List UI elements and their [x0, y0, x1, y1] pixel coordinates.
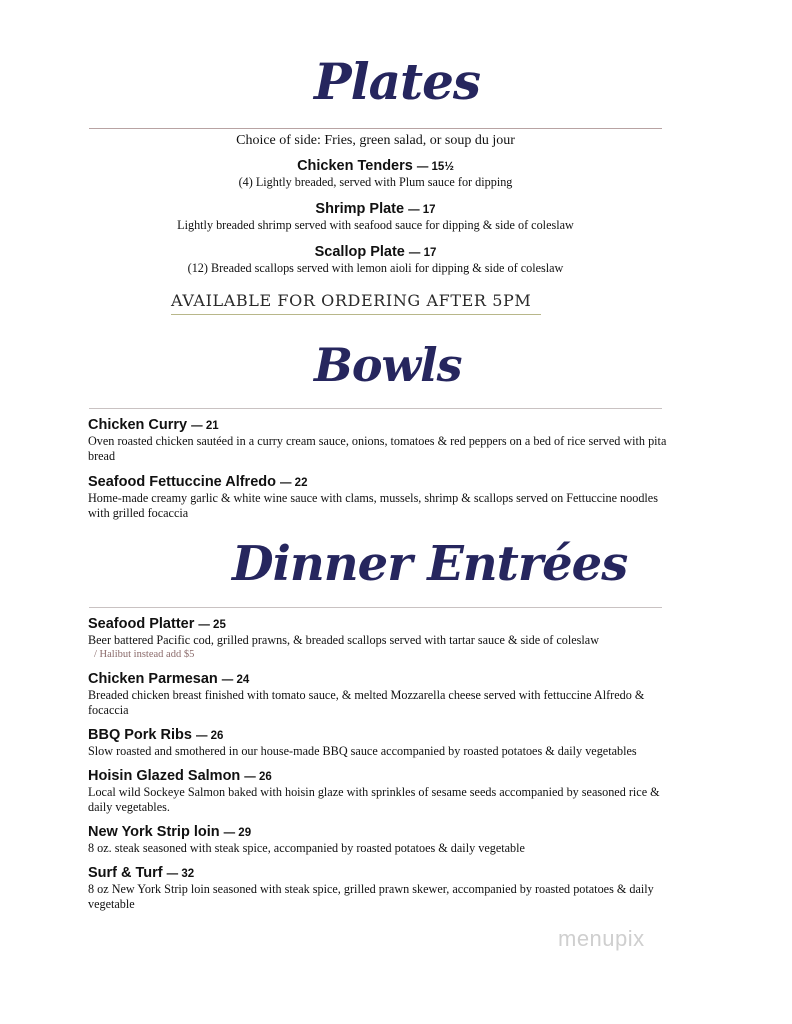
- menu-item: [88, 726, 668, 759]
- item-price: — 26: [195, 730, 224, 742]
- menu-item: [88, 473, 668, 521]
- dinner-heading: Dinner Entrées: [232, 536, 628, 592]
- bowls-heading: Bowls: [314, 338, 462, 392]
- menu-item: [88, 615, 668, 662]
- item-price: — 26: [244, 771, 272, 783]
- item-name: Chicken Curry: [88, 417, 188, 433]
- item-price: — 17: [408, 247, 437, 259]
- item-price: — 24: [221, 674, 250, 686]
- menu-item: [89, 157, 662, 190]
- item-description: Local wild Sockeye Salmon baked with hoisin glaze with sprinkles of sesame seeds accompanied by seasoned rice & daily vegetables.: [88, 785, 660, 814]
- item-name: Hoisin Glazed Salmon: [88, 768, 241, 784]
- item-name: BBQ Pork Ribs: [88, 727, 192, 743]
- item-name: Surf & Turf: [88, 865, 163, 881]
- item-description: Beer battered Pacific cod, grilled prawns, & breaded scallops served with tartar sauce & side of coleslaw: [88, 633, 600, 647]
- item-description: Home-made creamy garlic & white wine sauce with clams, mussels, shrimp & scallops served on Fettuccine noodles with grilled focaccia: [88, 491, 658, 520]
- menupix-watermark: menupix: [558, 926, 645, 951]
- dinner-section: [88, 615, 668, 912]
- item-name: Chicken Parmesan: [88, 671, 218, 687]
- menu-item: [88, 864, 668, 912]
- availability-note: AVAILABLE FOR ORDERING AFTER 5PM: [171, 291, 541, 315]
- bowls-divider: [89, 408, 662, 409]
- item-description: Slow roasted and smothered in our house-made BBQ sauce accompanied by roasted potatoes & daily vegetables: [88, 744, 637, 758]
- menu-item: [88, 416, 668, 464]
- item-description: 8 oz. steak seasoned with steak spice, accompanied by roasted potatoes & daily vegetable: [88, 841, 525, 855]
- menu-item: [89, 243, 662, 276]
- item-description: Oven roasted chicken sautéed in a curry cream sauce, onions, tomatoes & red peppers on a bed of rice served with pita bread: [88, 434, 667, 463]
- item-addon-note: / Halibut instead add $5: [94, 649, 195, 660]
- item-description: Lightly breaded shrimp served with seafood sauce for dipping & side of coleslaw: [177, 218, 574, 232]
- item-name: Shrimp Plate: [315, 201, 405, 217]
- item-price: — 25: [198, 619, 226, 631]
- menu-item: [89, 200, 662, 233]
- item-name: Seafood Fettuccine Alfredo: [88, 474, 276, 490]
- item-price: — 21: [191, 420, 219, 432]
- item-description: Breaded chicken breast finished with tomato sauce, & melted Mozzarella cheese served with fettuccine Alfredo & focaccia: [88, 688, 645, 717]
- item-name: New York Strip loin: [88, 824, 220, 840]
- item-price: — 17: [408, 204, 436, 216]
- item-price: — 22: [279, 477, 308, 489]
- menu-item: [88, 670, 668, 718]
- item-price: — 15½: [416, 161, 454, 173]
- item-name: Chicken Tenders: [297, 158, 413, 174]
- item-name: Scallop Plate: [314, 244, 405, 260]
- item-description: (4) Lightly breaded, served with Plum sauce for dipping: [238, 175, 513, 189]
- side-choice-note: Choice of side: Fries, green salad, or soup du jour: [236, 133, 515, 148]
- plates-section: [89, 133, 662, 276]
- item-price: — 32: [166, 868, 195, 880]
- plates-heading: Plates: [314, 52, 481, 111]
- bowls-section: [88, 416, 668, 521]
- item-name: Seafood Platter: [88, 616, 195, 632]
- item-description: 8 oz New York Strip loin seasoned with steak spice, grilled prawn skewer, accompanied by roasted potatoes & daily vegetable: [88, 882, 654, 911]
- item-description: (12) Breaded scallops served with lemon aioli for dipping & side of coleslaw: [187, 261, 564, 275]
- plates-divider: [89, 128, 662, 129]
- menu-item: [88, 767, 668, 815]
- item-price: — 29: [223, 827, 252, 839]
- menu-item: [88, 823, 668, 856]
- dinner-divider: [89, 607, 662, 608]
